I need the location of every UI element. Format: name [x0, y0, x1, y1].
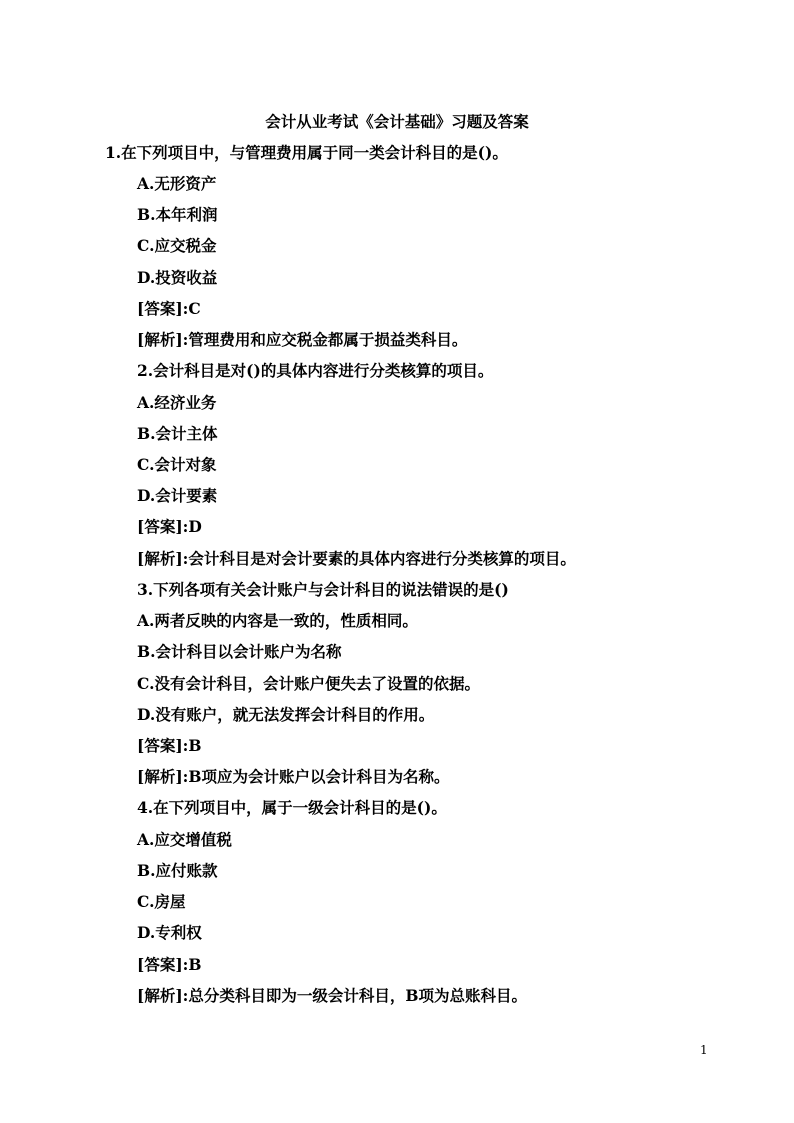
question-3-stem: 3.下列各项有关会计账户与会计科目的说法错误的是() [137, 580, 509, 599]
question-1-option-d: D.投资收益 [137, 268, 218, 287]
question-2-option-b: B.会计主体 [137, 424, 218, 443]
question-1-option-b: B.本年利润 [137, 205, 218, 224]
question-1-option-a: A.无形资产 [137, 174, 217, 193]
question-1-option-c: C.应交税金 [137, 236, 217, 255]
page-number: 1 [700, 1043, 708, 1057]
question-1-stem: 1.在下列项目中，与管理费用属于同一类会计科目的是()。 [105, 143, 508, 162]
question-3-option-c: C.没有会计科目，会计账户便失去了设置的依据。 [137, 674, 480, 693]
question-4-option-b: B.应付账款 [137, 861, 218, 880]
question-4-answer: [答案]:B [137, 955, 202, 974]
question-3-option-b: B.会计科目以会计账户为名称 [137, 642, 342, 661]
question-2-answer: [答案]:D [137, 517, 202, 536]
question-3-option-d: D.没有账户，就无法发挥会计科目的作用。 [137, 705, 435, 724]
question-2-stem: 2.会计科目是对()的具体内容进行分类核算的项目。 [137, 361, 494, 380]
question-3-analysis: [解析]:B项应为会计账户以会计科目为名称。 [137, 767, 450, 786]
question-4-analysis: [解析]:总分类科目即为一级会计科目，B项为总账科目。 [137, 986, 527, 1005]
question-2-option-d: D.会计要素 [137, 486, 218, 505]
question-2-option-a: A.经济业务 [137, 393, 217, 412]
question-4-stem: 4.在下列项目中，属于一级会计科目的是()。 [137, 798, 447, 817]
page-title: 会计从业考试《会计基础》习题及答案 [265, 112, 529, 131]
question-3-option-a: A.两者反映的内容是一致的，性质相同。 [137, 611, 418, 630]
question-4-option-c: C.房屋 [137, 892, 186, 911]
question-1-analysis: [解析]:管理费用和应交税金都属于损益类科目。 [137, 330, 468, 349]
question-2-analysis: [解析]:会计科目是对会计要素的具体内容进行分类核算的项目。 [137, 549, 576, 568]
question-3-answer: [答案]:B [137, 736, 202, 755]
question-4-option-a: A.应交增值税 [137, 830, 232, 849]
question-1-answer: [答案]:C [137, 299, 201, 318]
question-2-option-c: C.会计对象 [137, 455, 217, 474]
question-4-option-d: D.专利权 [137, 923, 202, 942]
